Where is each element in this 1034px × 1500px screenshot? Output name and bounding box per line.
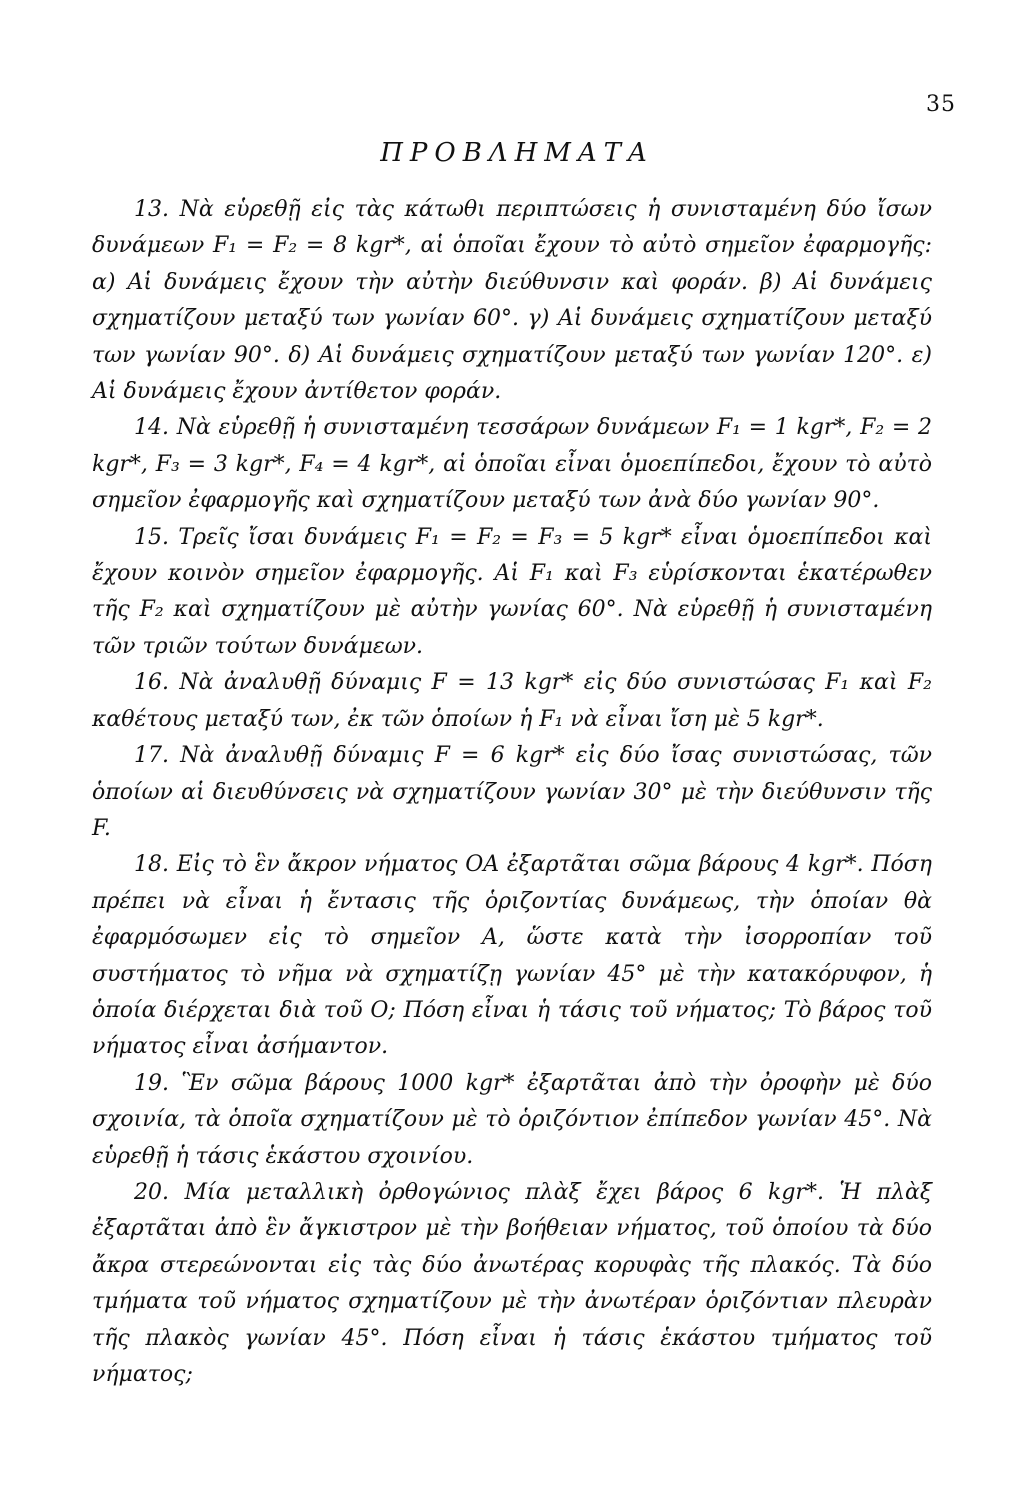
problem-text: Νὰ ἀναλυθῇ δύναμις F = 6 kgr* εἰς δύο ἴσας συνιστώσας, τῶν ὁποίων αἱ διευθύνσεις νὰ σχηματίζουν γωνίαν 30° μὲ τὴν διεύθυνσιν τῆς F.	[92, 743, 933, 841]
problem-number: 15.	[134, 524, 169, 550]
problem-number: 14.	[134, 415, 169, 441]
problem-number: 13.	[134, 197, 169, 222]
problem-number: 18.	[134, 852, 169, 878]
problem-18	[92, 847, 932, 1065]
section-heading: ΠΡΟΒΛΗΜΑΤΑ	[380, 138, 654, 168]
problem-13	[92, 192, 932, 410]
problem-20	[92, 1175, 932, 1393]
problem-16	[92, 665, 932, 738]
problem-15	[92, 520, 932, 666]
problems-list	[92, 192, 932, 1393]
problem-text: Εἰς τὸ ἓν ἄκρον νήματος ΟΑ ἐξαρτᾶται σῶμα βάρους 4 kgr*. Πόση πρέπει νὰ εἶναι ἡ ἔντασις τῆς ὁριζοντίας δυνάμεως, τὴν ὁποίαν θὰ ἐφαρμόσωμεν εἰς τὸ σημεῖον Α, ὥστε κατὰ τὴν ἰσορροπίαν τοῦ συστήματος τὸ νῆμα νὰ σχηματίζῃ γωνίαν 45° μὲ τὴν κατακόρυφον, ἡ ὁποία διέρχεται διὰ τοῦ Ο; Πόση εἶναι ἡ τάσις τοῦ νήματος; Τὸ βάρος τοῦ νήματος εἶναι ἀσήμαντον.	[92, 852, 932, 1060]
problem-number: 19.	[134, 1070, 169, 1096]
problem-19	[92, 1066, 932, 1175]
problem-text: Νὰ εὑρεθῇ ἡ συνισταμένη τεσσάρων δυνάμεων F₁ = 1 kgr*, F₂ = 2 kgr*, F₃ = 3 kgr*, F₄ = 4 kgr*, αἱ ὁποῖαι εἶναι ὁμοεπίπεδοι, ἔχουν τὸ αὐτὸ σημεῖον ἐφαρμογῆς καὶ σχηματίζουν μεταξύ των ἀνὰ δύο γωνίαν 90°.	[92, 415, 932, 514]
problem-text: Ἓν σῶμα βάρους 1000 kgr* ἐξαρτᾶται ἀπὸ τὴν ὀροφὴν μὲ δύο σχοινία, τὰ ὁποῖα σχηματίζουν μὲ τὸ ὁριζόντιον ἐπίπεδον γωνίαν 45°. Νὰ εὑρεθῇ ἡ τάσις ἑκάστου σχοινίου.	[92, 1070, 932, 1169]
problem-text: Τρεῖς ἴσαι δυνάμεις F₁ = F₂ = F₃ = 5 kgr* εἶναι ὁμοεπίπεδοι καὶ ἔχουν κοινὸν σημεῖον ἐφαρμογῆς. Αἱ F₁ καὶ F₃ εὑρίσκονται ἑκατέρωθεν τῆς F₂ καὶ σχηματίζουν μὲ αὐτὴν γωνίας 60°. Νὰ εὑρεθῇ ἡ συνισταμένη τῶν τριῶν τούτων δυνάμεων.	[92, 524, 932, 659]
problem-text: Νὰ ἀναλυθῇ δύναμις F = 13 kgr* εἰς δύο συνιστώσας F₁ καὶ F₂ καθέτους μεταξύ των, ἐκ τῶν ὁποίων ἡ F₁ νὰ εἶναι ἴση μὲ 5 kgr*.	[92, 670, 933, 732]
problem-14	[92, 410, 932, 519]
problem-text: Νὰ εὑρεθῇ εἰς τὰς κάτωθι περιπτώσεις ἡ συνισταμένη δύο ἴσων δυνάμεων F₁ = F₂ = 8 kgr*, αἱ ὁποῖαι ἔχουν τὸ αὐτὸ σημεῖον ἐφαρμογῆς: α) Αἱ δυνάμεις ἔχουν τὴν αὐτὴν διεύθυνσιν καὶ φοράν. β) Αἱ δυνάμεις σχηματίζουν μεταξύ των γωνίαν 60°. γ) Αἱ δυνάμεις σχηματίζουν μεταξύ των γωνίαν 90°. δ) Αἱ δυνάμεις σχηματίζουν μεταξύ των γωνίαν 120°. ε) Αἱ δυνάμεις ἔχουν ἀντίθετον φοράν.	[92, 197, 932, 405]
problem-text: Μία μεταλλικὴ ὀρθογώνιος πλὰξ ἔχει βάρος 6 kgr*. Ἡ πλὰξ ἐξαρτᾶται ἀπὸ ἓν ἄγκιστρον μὲ τὴν βοήθειαν νήματος, τοῦ ὁποίου τὰ δύο ἄκρα στερεώνονται εἰς τὰς δύο ἀνωτέρας κορυφὰς τῆς πλακός. Τὰ δύο τμήματα τοῦ νήματος σχηματίζουν μὲ τὴν ἀνωτέραν ὁριζόντιαν πλευρὰν τῆς πλακὸς γωνίαν 45°. Πόση εἶναι ἡ τάσις ἑκάστου τμήματος τοῦ νήματος;	[92, 1179, 932, 1387]
problem-number: 20.	[134, 1179, 169, 1205]
page-number: 35	[926, 92, 956, 117]
problem-number: 17.	[134, 743, 169, 769]
problem-17	[92, 738, 932, 847]
problem-number: 16.	[134, 670, 169, 696]
